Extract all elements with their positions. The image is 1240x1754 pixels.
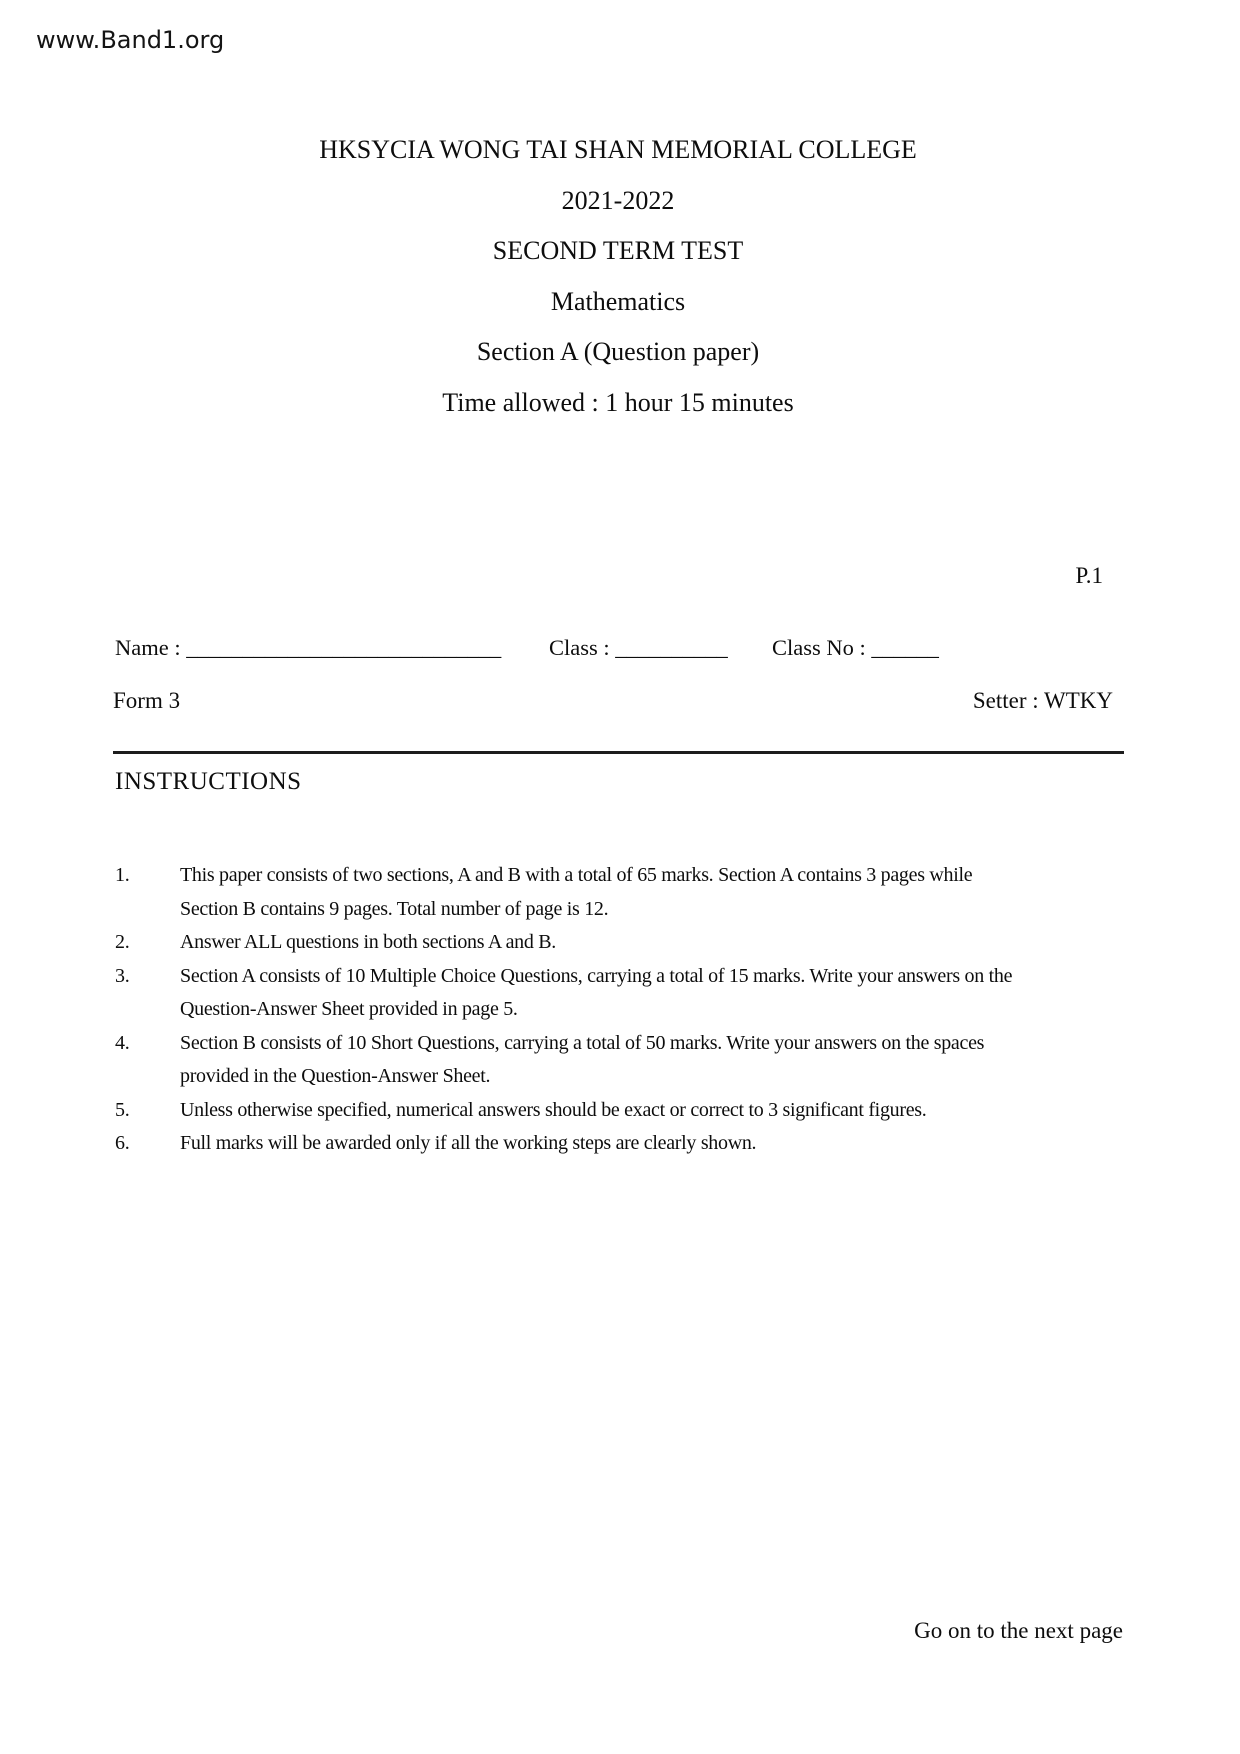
instruction-text: Answer ALL questions in both sections A and B. — [180, 931, 556, 953]
name-field — [115, 635, 501, 661]
class-label: Class : — [549, 635, 616, 660]
class-field — [549, 635, 728, 661]
section-title: Section A (Question paper) — [476, 337, 760, 366]
subject-name: Mathematics — [550, 287, 686, 316]
footer-note: Go on to the next page — [914, 1618, 1123, 1643]
page-number: P.1 — [1075, 563, 1103, 588]
form-setter-row — [113, 688, 1123, 714]
class-no-field — [772, 635, 939, 661]
class-blank-line: __________ — [615, 635, 728, 660]
exam-name: SECOND TERM TEST — [492, 236, 744, 265]
instruction-text: Section A consists of 10 Multiple Choice Questions, carrying a total of 15 marks. Write your answers on the Question-Answer Sheet provided in page 5. — [180, 964, 1013, 1020]
school-name: HKSYCIA WONG TAI SHAN MEMORIAL COLLEGE — [319, 135, 917, 164]
student-fields-row — [0, 635, 1240, 675]
instruction-number: 5. — [115, 1098, 130, 1121]
school-year: 2021-2022 — [561, 186, 675, 215]
site-watermark: www.Band1.org — [36, 26, 225, 54]
instruction-text: Full marks will be awarded only if all the working steps are clearly shown. — [180, 1132, 757, 1154]
instruction-number: 2. — [115, 931, 130, 953]
instruction-number: 6. — [115, 1132, 130, 1154]
name-blank-line: ____________________________ — [186, 635, 502, 660]
instructions-list — [115, 859, 1025, 1161]
instruction-number: 3. — [115, 964, 130, 987]
instruction-number: 4. — [115, 1031, 130, 1054]
class-no-blank-line: ______ — [871, 635, 939, 660]
divider — [113, 751, 1124, 754]
instruction-text: Section B consists of 10 Short Questions, carrying a total of 50 marks. Write your answers on the spaces provided in the Question-Answer Sheet. — [180, 1031, 985, 1087]
instructions-heading: INSTRUCTIONS — [115, 768, 302, 795]
instruction-item — [115, 926, 1025, 960]
instruction-item — [115, 1094, 1025, 1128]
instruction-text: Unless otherwise specified, numerical answers should be exact or correct to 3 significant figures. — [180, 1098, 927, 1121]
instruction-item — [115, 1027, 1025, 1094]
instruction-item — [115, 960, 1025, 1027]
setter-name: Setter : WTKY — [972, 688, 1113, 713]
instruction-text: This paper consists of two sections, A and B with a total of 65 marks. Section A contains 3 pages while Section B contains 9 pages. Total number of page is 12. — [180, 864, 973, 920]
instruction-item — [115, 859, 1025, 926]
form-level: Form 3 — [113, 688, 181, 713]
instruction-item — [115, 1127, 1025, 1161]
class-no-label: Class No : — [772, 635, 872, 660]
name-label: Name : — [115, 635, 187, 660]
instruction-number: 1. — [115, 864, 130, 886]
time-allowed: Time allowed : 1 hour 15 minutes — [442, 388, 794, 417]
